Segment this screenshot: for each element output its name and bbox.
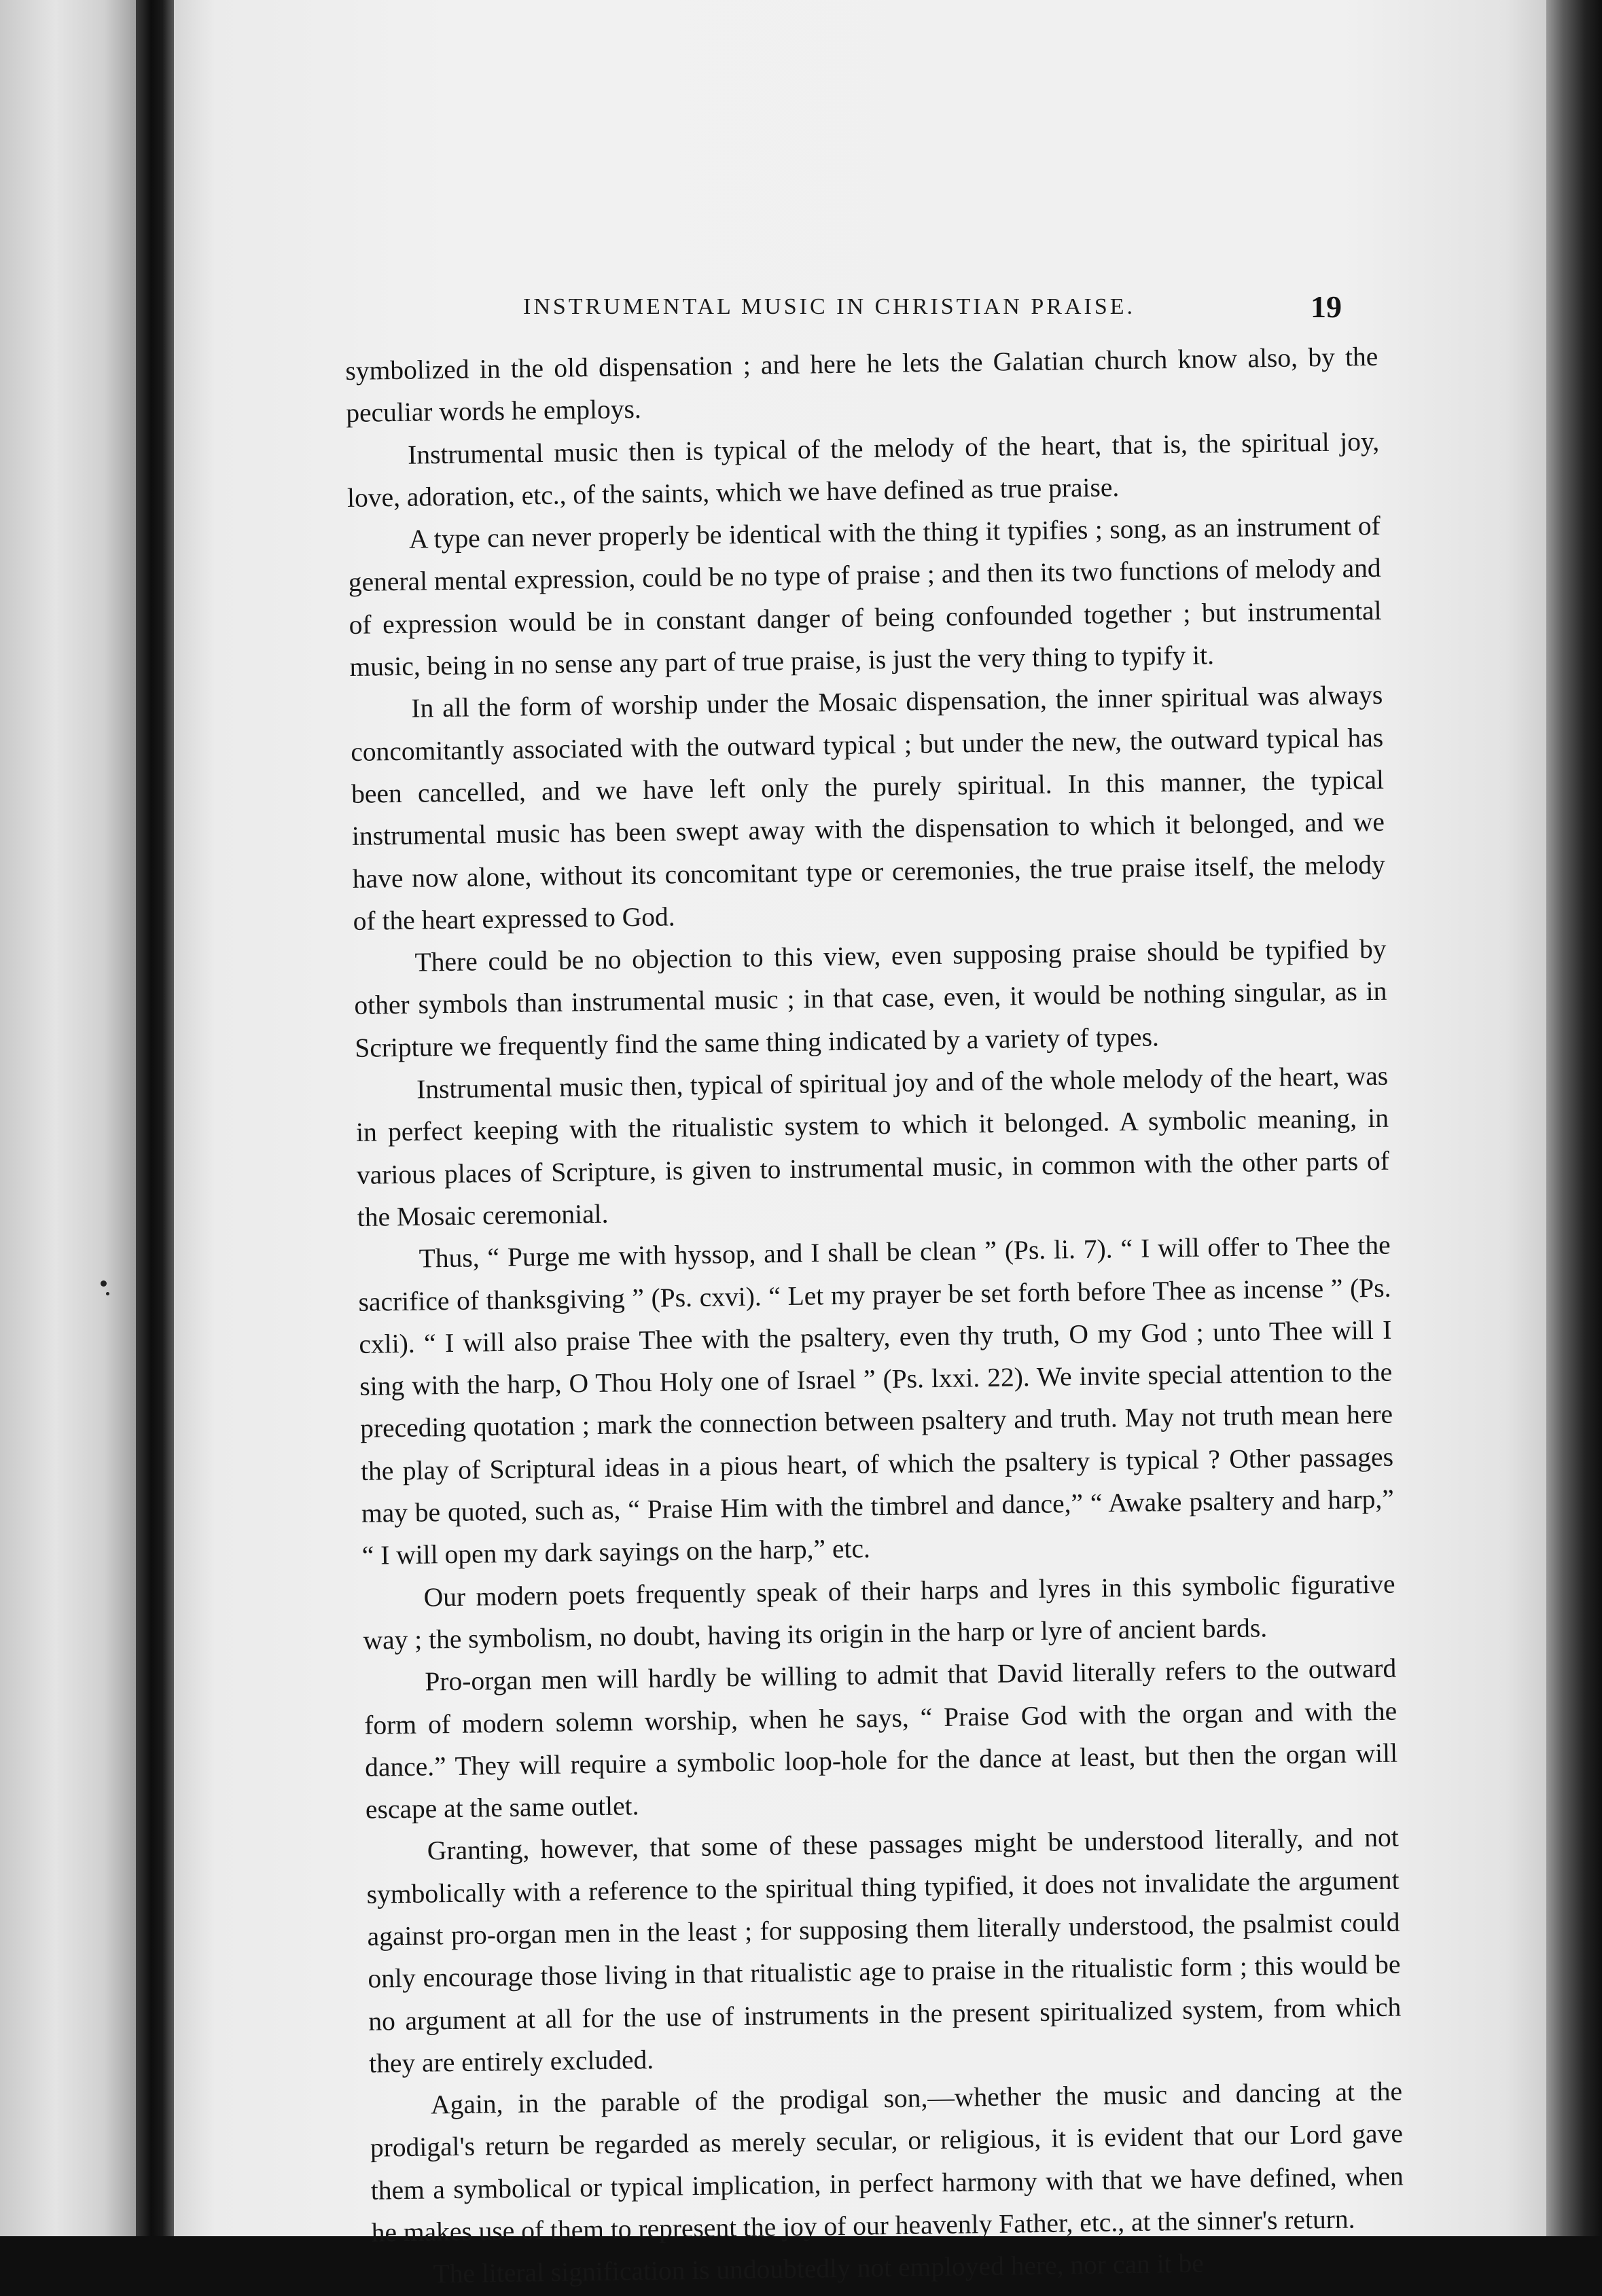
paragraph: Our modern poets frequently speak of their harps and lyres in this symbolic figurative way ; the symbolism, no doubt, having its origin in the harp or lyre of ancient bards. bbox=[363, 1568, 1395, 1655]
page-number: 19 bbox=[1311, 289, 1342, 324]
paragraph: symbolized in the old dispensation ; and here he lets the Galatian church know also, by the peculiar words he employs. bbox=[345, 341, 1378, 429]
paragraph: Instrumental music then, typical of spiritual joy and of the whole melody of the heart, was in perfect keeping with the ritualistic system to which it belonged. A symbolic meaning, in various places of Scripture, is given to instrumental music, in common with the other parts of the Mosaic ceremonial. bbox=[355, 1060, 1390, 1232]
book-gutter bbox=[136, 0, 174, 2236]
paragraph: Pro-organ men will hardly be willing to admit that David literally refers to the outward form of modern solemn worship, when he says, “ Praise God with the organ and with the dance.” They will require a symbolic loop-hole for the dance at least, but then the organ will escape at the same outlet. bbox=[363, 1653, 1398, 1825]
running-title: INSTRUMENTAL MUSIC IN CHRISTIAN PRAISE. bbox=[523, 294, 1135, 319]
paragraph: Thus, “ Purge me with hyssop, and I shall be clean ” (Ps. li. 7). “ I will offer to Thee the sacrifice of thanksgiving ” (Ps. cxvi). “ Let my prayer be set forth before Thee as incense ” (Ps. cxli). “ I will also praise Thee with the psaltery, even thy truth, O my God ; unto Thee will I sing with the harp, O Thou Holy one of Israel ” (Ps. lxxi. 22). We invite special attention to the preceding quotation ; mark the connection between psaltery and truth. May not truth mean here the play of Scriptural ideas in a pious heart, of which the psaltery is typical ? Other passages may be quoted, such as, “ Praise Him with the timbrel and dance,” “ Awake psaltery and harp,” “ I will open my dark sayings on the harp,” etc. bbox=[358, 1230, 1395, 1571]
paragraph: A type can never properly be identical with the thing it typifies ; song, as an instrument of general mental expression, could be no type of praise ; and then its two functions of melody and of expression would be in constant danger of being confounded together ; but instrumental music, being in no sense any part of true praise, is just the very thing to typify it. bbox=[348, 510, 1382, 683]
page-right-edge bbox=[1546, 0, 1602, 2236]
paragraph: Instrumental music then is typical of the melody of the heart, that is, the spiritual joy, love, adoration, etc., of the saints, which we have defined as true praise. bbox=[346, 426, 1380, 513]
facing-page-edge bbox=[0, 0, 139, 2236]
body-text bbox=[345, 336, 1405, 2296]
paragraph: There could be no objection to this view, even supposing praise should be typified by other symbols than instrumental music ; in that case, even, it would be nothing singular, as in Scripture we frequently find the same thing indicated by a variety of types. bbox=[354, 933, 1387, 1063]
paragraph: The literal signification is undoubtedly not employed here, nor can it be bbox=[433, 2248, 1204, 2289]
paragraph: Again, in the parable of the prodigal son,—whether the music and dancing at the prodigal's return be regarded as merely secular, or religious, it is evident that our Lord gave them a symbolical or typical implication, in perfect harmony with that we have defined, when he makes use of them to represent the joy of our heavenly Father, etc., at the sinner's return. bbox=[370, 2076, 1404, 2248]
page-header bbox=[523, 289, 1342, 336]
dust-speck bbox=[106, 1292, 109, 1295]
paragraph: In all the form of worship under the Mosaic dispensation, the inner spiritual was always concomitantly associated with the outward typical ; but under the new, the outward typical has been cancelled, and we have left only the purely spiritual. In this manner, the typical instrumental music has been swept away with the dispensation to which it belonged, and we have now alone, without its concomitant type or ceremonies, the true praise itself, the melody of the heart expressed to God. bbox=[350, 680, 1386, 936]
dust-speck bbox=[101, 1280, 107, 1287]
paragraph: Granting, however, that some of these passages might be understood literally, and not symbolically with a reference to the spiritual thing typified, it does not invalidate the argument against pro-organ men in the least ; for supposing them literally understood, the psalmist could only encourage those living in that ritualistic age to praise in the ritualistic form ; this would be no argument at all for the use of instruments in the present spiritualized system, from which they are entirely excluded. bbox=[366, 1822, 1402, 2079]
